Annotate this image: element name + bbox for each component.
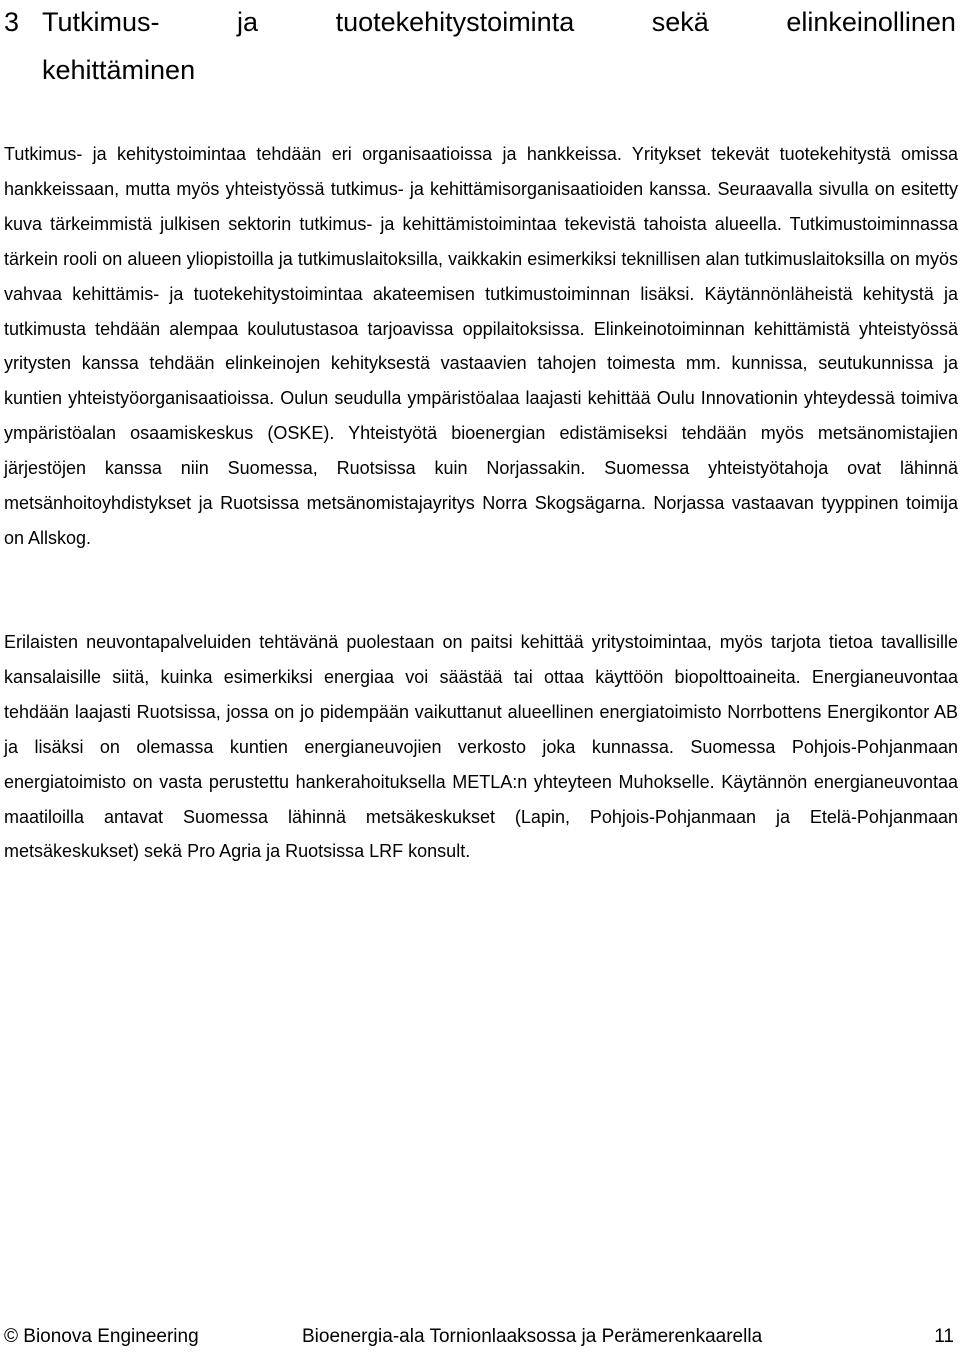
footer-document-title: Bioenergia-ala Tornionlaaksossa ja Perämerenkaarella [302, 1326, 763, 1347]
heading-word: sekä [651, 7, 709, 37]
heading-line-1 [4, 0, 956, 46]
body-paragraph-1: Tutkimus- ja kehitystoimintaa tehdään eri organisaatioissa ja hankkeissa. Yritykset tekevät tuotekehitystä omissa hankkeissaan, mutta myös yhteistyössä tutkimus- ja kehittämisorganisaatioiden kanssa. Seuraavalla sivulla on esitetty kuva tärkeimmistä julkisen sektorin tutkimus- ja kehittämistoimintaa tekevistä tahoista alueella. Tutkimustoiminnassa tärkein rooli on alueen yliopistoilla ja tutkimuslaitoksilla, vaikkakin esimerkiksi teknillisen alan tutkimuslaitoksilla on myös vahvaa kehittämis- ja tuotekehitystoimintaa akateemisen tutkimustoiminnan lisäksi. Käytännönläheistä kehitystä ja tutkimusta tehdään alempaa koulutustasoa tarjoavissa oppilaitoksissa. Elinkeinotoiminnan kehittämistä yhteistyössä yritysten kanssa tehdään elinkeinojen kehityksestä vastaavien tahojen toimesta mm. kunnissa, seutukunnissa ja kuntien yhteistyöorganisaatioissa. Oulun seudulla ympäristöalaa laajasti kehittää Oulu Innovationin yhteydessä toimiva ympäristöalan osaamiskeskus (OSKE). Yhteistyötä bioenergian edistämiseksi tehdään myös metsänomistajien järjestöjen kanssa niin Suomessa, Ruotsissa kuin Norjassakin. Suomessa yhteistyötahoja ovat lähinnä metsänhoitoyhdistykset ja Ruotsissa metsänomistajayritys Norra Skogsägarna. Norjassa vastaavan tyyppinen toimija on Allskog. [4, 144, 958, 548]
heading-word: tuotekehitystoiminta [335, 7, 575, 37]
heading-word: elinkeinollinen [786, 7, 956, 37]
page-number: 11 [934, 1326, 954, 1347]
footer-copyright: © Bionova Engineering [4, 1326, 199, 1347]
section-heading [4, 0, 956, 94]
heading-word: ja [237, 7, 259, 37]
page-footer [4, 1322, 958, 1352]
heading-words [42, 0, 956, 46]
section-number: 3 [4, 7, 20, 37]
body-paragraph-2: Erilaisten neuvontapalveluiden tehtävänä puolestaan on paitsi kehittää yritystoimintaa, myös tarjota tietoa tavallisille kansalaisille siitä, kuinka esimerkiksi energiaa voi säästää tai ottaa käyttöön biopolttoaineita. Energianeuvontaa tehdään laajasti Ruotsissa, jossa on jo pidempään vaikuttanut alueellinen energiatoimisto Norrbottens Energikontor AB ja lisäksi on olemassa kuntien energianeuvojien verkosto joka kunnassa. Suomessa Pohjois-Pohjanmaan energiatoimisto on vasta perustettu hankerahoituksella METLA:n yhteyteen Muhokselle. Käytännön energianeuvontaa maatiloilla antavat Suomessa lähinnä metsäkeskukset (Lapin, Pohjois-Pohjanmaan ja Etelä-Pohjanmaan metsäkeskukset) sekä Pro Agria ja Ruotsissa LRF konsult. [4, 632, 958, 862]
heading-word: Tutkimus- [42, 7, 160, 37]
heading-line-2: kehittäminen [42, 55, 196, 85]
